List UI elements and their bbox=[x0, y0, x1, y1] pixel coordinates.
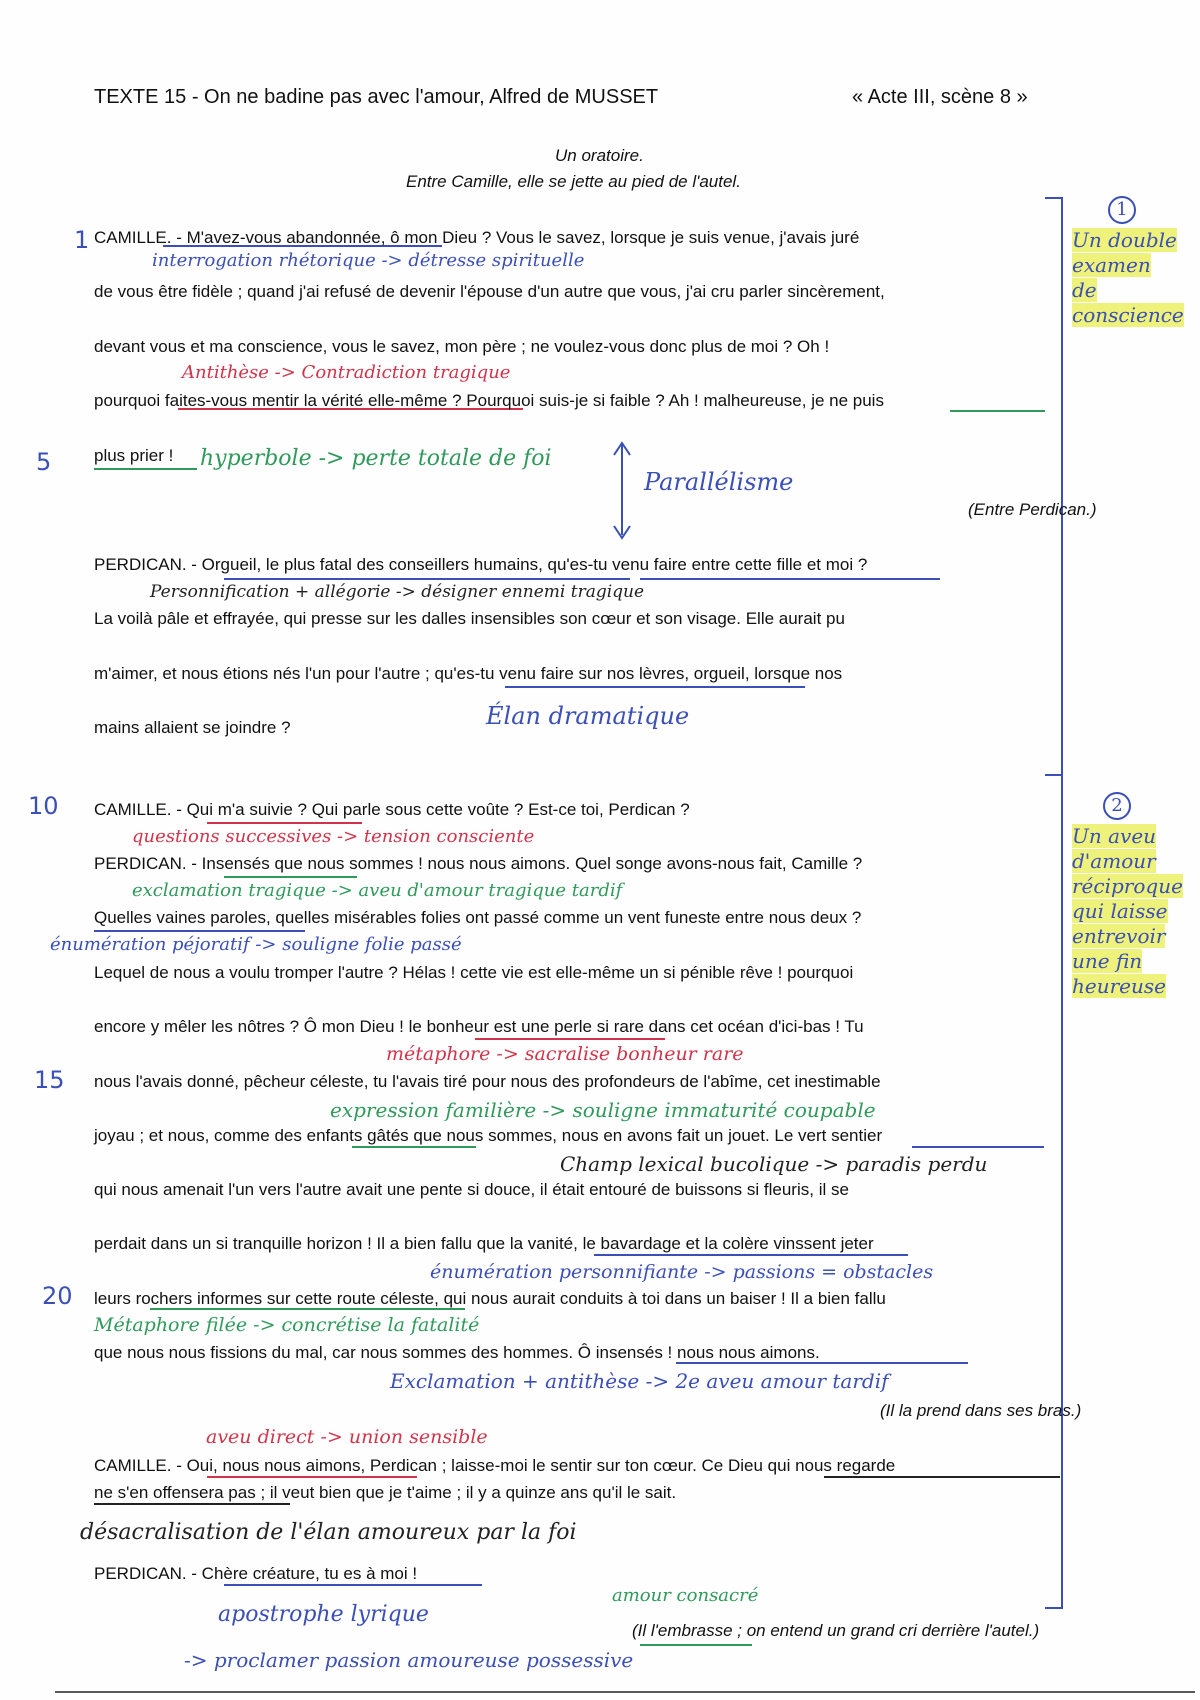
side-note-line: Un double bbox=[1072, 228, 1177, 252]
text-line: PERDICAN. - Insensés que nous sommes ! nous nous aimons. Quel songe avons-nous fait, Camille ? bbox=[94, 854, 863, 873]
annotation: -> proclamer passion amoureuse possessive bbox=[184, 1648, 634, 1672]
side-note-line: d'amour bbox=[1072, 849, 1156, 873]
annotation: métaphore -> sacralise bonheur rare bbox=[386, 1043, 744, 1065]
text-line: qui nous amenait l'un vers l'autre avait une pente si douce, il était entouré de buissons si fleuris, il se bbox=[94, 1180, 849, 1199]
text-line: CAMILLE. - Oui, nous nous aimons, Perdican ; laisse-moi le sentir sur ton cœur. Ce Dieu qui nous regarde bbox=[94, 1456, 896, 1475]
annotation: Personnification + allégorie -> désigner ennemi tragique bbox=[150, 582, 645, 602]
text-line: joyau ; et nous, comme des enfants gâtés que nous sommes, nous en avons fait un jouet. Le vert sentier bbox=[94, 1126, 883, 1145]
annotation: Antithèse -> Contradiction tragique bbox=[182, 362, 511, 383]
document-title: TEXTE 15 - On ne badine pas avec l'amour, Alfred de MUSSET bbox=[94, 86, 659, 108]
text-line: pourquoi faites-vous mentir la vérité elle-même ? Pourquoi suis-je si faible ? Ah ! malheureuse, je ne puis bbox=[94, 391, 884, 410]
annotation: hyperbole -> perte totale de foi bbox=[200, 446, 552, 471]
annotation: Élan dramatique bbox=[486, 702, 690, 730]
text-line: nous l'avais donné, pêcheur céleste, tu l'avais tiré pour nous des profondeurs de l'abîme, cet inestimable bbox=[94, 1072, 881, 1091]
side-note-line: de bbox=[1072, 278, 1097, 302]
annotation: apostrophe lyrique bbox=[218, 1602, 429, 1627]
text-line: PERDICAN. - Orgueil, le plus fatal des conseillers humains, qu'es-tu venu faire entre cette fille et moi ? bbox=[94, 555, 868, 574]
stage-direction: (Entre Perdican.) bbox=[968, 500, 1097, 519]
side-note-2 bbox=[1072, 792, 1183, 999]
annotation: amour consacré bbox=[612, 1585, 759, 1606]
text-line: perdait dans un si tranquille horizon ! Il a bien fallu que la vanité, le bavardage et la colère vinssent jeter bbox=[94, 1234, 874, 1253]
line-number: 1 bbox=[74, 226, 90, 254]
line-number: 15 bbox=[34, 1066, 65, 1094]
annotation: interrogation rhétorique -> détresse spirituelle bbox=[152, 250, 585, 271]
annotation: expression familière -> souligne immaturité coupable bbox=[330, 1098, 876, 1122]
annotation: Parallélisme bbox=[644, 468, 794, 496]
text-line: plus prier ! bbox=[94, 446, 174, 465]
text-line: ne s'en offensera pas ; il veut bien que je t'aime ; il y a quinze ans qu'il le sait. bbox=[94, 1483, 677, 1502]
side-note-line: Un aveu bbox=[1072, 824, 1157, 848]
scene-label: « Acte III, scène 8 » bbox=[852, 86, 1028, 108]
text-line: leurs rochers informes sur cette route céleste, qui nous aurait conduits à toi dans un baiser ! Il a bien fallu bbox=[94, 1289, 886, 1308]
annotation: Champ lexical bucolique -> paradis perdu bbox=[560, 1152, 988, 1176]
annotation: Exclamation + antithèse -> 2e aveu amour tardif bbox=[390, 1369, 889, 1393]
side-note-line: une fin bbox=[1072, 949, 1143, 973]
line-number: 20 bbox=[42, 1282, 73, 1310]
text-line: Lequel de nous a voulu tromper l'autre ? Hélas ! cette vie est elle-même un si pénible rêve ! pourquoi bbox=[94, 963, 854, 982]
annotation: exclamation tragique -> aveu d'amour tragique tardif bbox=[132, 880, 623, 901]
text-line: Quelles vaines paroles, quelles misérables folies ont passé comme un vent funeste entre nous deux ? bbox=[94, 908, 862, 927]
side-note-line: qui laisse bbox=[1072, 899, 1168, 923]
annotation: questions successives -> tension consciente bbox=[132, 826, 535, 847]
text-line: que nous nous fissions du mal, car nous sommes des hommes. Ô insensés ! nous nous aimons. bbox=[94, 1343, 820, 1362]
side-note-line: entrevoir bbox=[1072, 924, 1166, 948]
annotation: aveu direct -> union sensible bbox=[206, 1426, 488, 1448]
line-number: 10 bbox=[28, 792, 59, 820]
side-note-line: heureuse bbox=[1072, 974, 1166, 998]
side-note-line: réciproque bbox=[1072, 874, 1183, 898]
text-line: La voilà pâle et effrayée, qui presse sur les dalles insensibles son cœur et son visage. Elle aurait pu bbox=[94, 609, 845, 628]
text-line: de vous être fidèle ; quand j'ai refusé de devenir l'épouse d'un autre que vous, j'ai cru parler sincèrement, bbox=[94, 282, 885, 301]
text-line: encore y mêler les nôtres ? Ô mon Dieu ! le bonheur est une perle si rare dans cet océan d'ici-bas ! Tu bbox=[94, 1017, 864, 1036]
annotation: énumération péjoratif -> souligne folie passé bbox=[50, 934, 462, 955]
stage-direction: Entre Camille, elle se jette au pied de l'autel. bbox=[406, 172, 741, 191]
section-number: 1 bbox=[1108, 196, 1136, 224]
text-line: CAMILLE. - Qui m'a suivie ? Qui parle sous cette voûte ? Est-ce toi, Perdican ? bbox=[94, 800, 690, 819]
annotation: désacralisation de l'élan amoureux par la foi bbox=[80, 1520, 577, 1545]
side-note-line: examen bbox=[1072, 253, 1151, 277]
text-line: PERDICAN. - Chère créature, tu es à moi ! bbox=[94, 1564, 418, 1583]
text-line: m'aimer, et nous étions nés l'un pour l'autre ; qu'es-tu venu faire sur nos lèvres, orgueil, lorsque nos bbox=[94, 664, 843, 683]
text-line: CAMILLE. - M'avez-vous abandonnée, ô mon Dieu ? Vous le savez, lorsque je suis venue, j'avais juré bbox=[94, 228, 860, 247]
section-number: 2 bbox=[1103, 792, 1131, 820]
text-line: devant vous et ma conscience, vous le savez, mon père ; ne voulez-vous donc plus de moi ? Oh ! bbox=[94, 337, 830, 356]
stage-direction: (Il la prend dans ses bras.) bbox=[880, 1401, 1082, 1420]
annotation: Métaphore filée -> concrétise la fatalité bbox=[94, 1314, 480, 1336]
side-note-line: conscience bbox=[1072, 303, 1184, 327]
stage-direction: Un oratoire. bbox=[555, 146, 644, 165]
text-line: mains allaient se joindre ? bbox=[94, 718, 291, 737]
annotation: énumération personnifiante -> passions = obstacles bbox=[430, 1261, 934, 1283]
line-number: 5 bbox=[36, 448, 52, 476]
stage-direction: (Il l'embrasse ; on entend un grand cri derrière l'autel.) bbox=[632, 1621, 1040, 1640]
side-note-1 bbox=[1072, 196, 1184, 328]
